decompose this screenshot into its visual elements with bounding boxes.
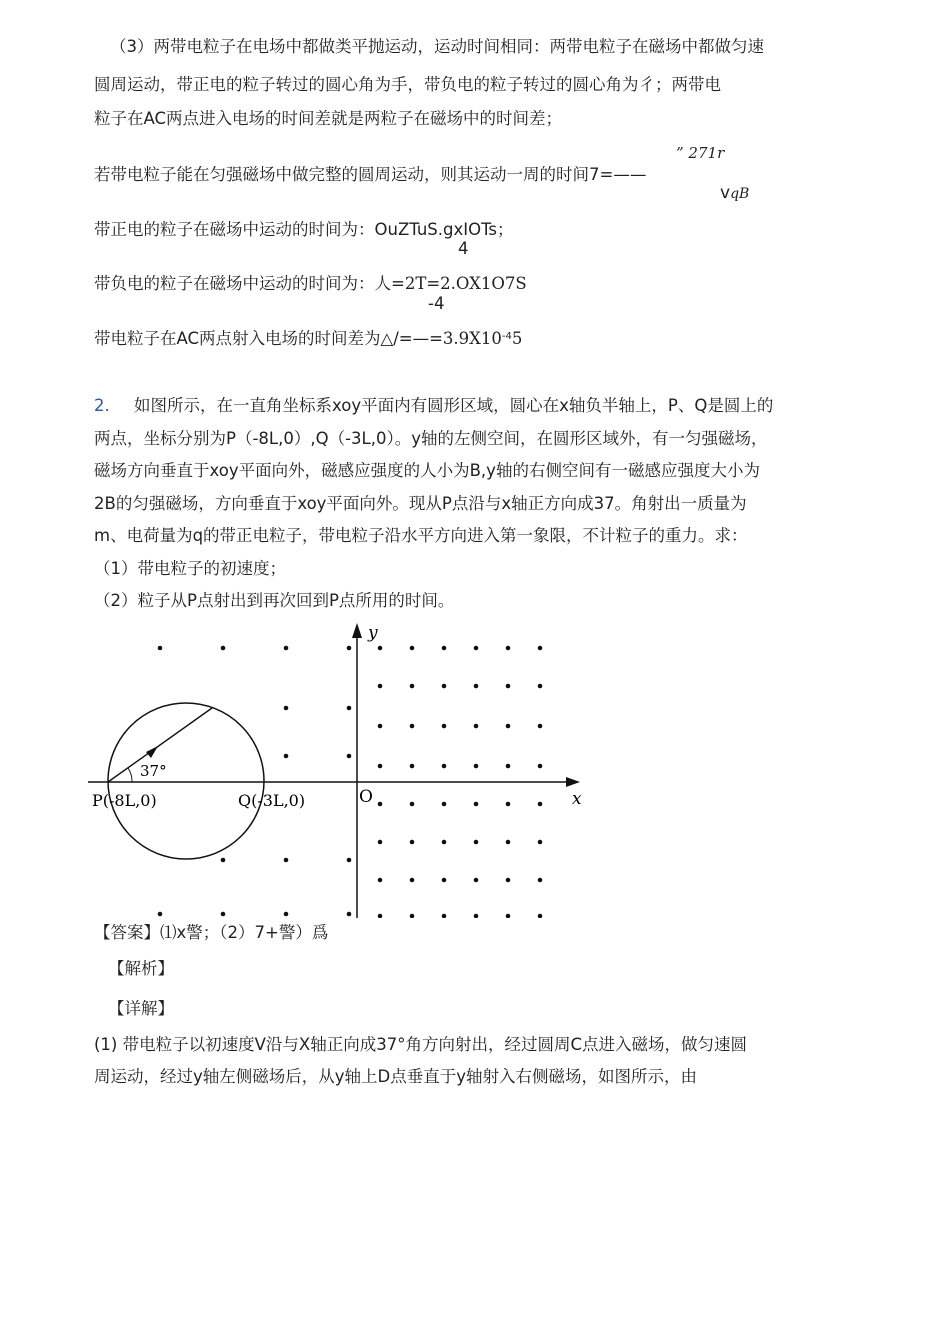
field-dot [378,802,383,807]
field-dot [506,724,511,729]
field-dot [474,914,479,918]
point-p-label: P(-8L,0) [92,791,157,810]
field-dot [442,684,447,689]
field-dot [474,646,479,651]
point-q-label: Q(-3L,0) [238,791,306,810]
solution-line-1: (1) 带电粒子以初速度V沿与X轴正向成37°角方向射出，经过圆周C点进入磁场，做匀速圆 [94,1035,747,1054]
field-dot [538,914,543,918]
magnetic-field-figure [88,618,588,918]
field-dot [347,646,352,651]
field-dot [284,646,289,651]
analysis-heading: 【解析】 [108,959,174,978]
part3-line-6-subscript: -4 [428,294,445,313]
field-dot [284,858,289,863]
field-dot [378,914,383,918]
field-dot [378,878,383,883]
formula-v: v [720,183,731,203]
field-dot [410,802,415,807]
field-dot [442,840,447,845]
field-dot [284,754,289,759]
field-dot [221,858,226,863]
part3-line-2: 圆周运动，带正电的粒子转过的圆心角为手，带负电的粒子转过的圆心角为彳；两带电 [94,75,721,94]
field-dot [442,724,447,729]
field-dot [410,914,415,918]
field-dot [538,840,543,845]
origin-label: O [359,787,373,807]
field-dot [221,912,226,917]
field-dot [442,646,447,651]
field-dot [474,878,479,883]
field-dot [378,684,383,689]
field-dot [378,764,383,769]
angle-arc [128,768,132,782]
field-dots-left [158,646,352,917]
problem-line-4: 2B的匀强磁场，方向垂直于xoy平面向外。现从P点沿与x轴正方向成37。角射出一质量为 [94,494,747,513]
field-dot [474,684,479,689]
field-dot [410,840,415,845]
part3-line-7-exponent: -4 [501,331,512,342]
field-dot [538,646,543,651]
field-dot [538,802,543,807]
field-dot [538,764,543,769]
part3-line-7-unit: 5 [511,329,523,348]
field-dot [506,646,511,651]
part3-line-7 [94,328,522,350]
velocity-arrow-icon [146,746,158,758]
field-dot [347,706,352,711]
field-dot [474,764,479,769]
formula-qb: qB [730,186,750,202]
field-dot [158,646,163,651]
problem-line-1: 如图所示，在一直角坐标系xoy平面内有圆形区域，圆心在x轴负半轴上，P、Q是圆上的 [134,396,774,415]
field-dot [221,646,226,651]
part3-line-6-formula: =2T=2.OX1O7S [391,274,527,293]
field-dot [284,706,289,711]
field-dot [538,878,543,883]
period-formula-numerator: ” 271r [676,144,725,162]
field-dot [347,754,352,759]
field-dot [158,912,163,917]
detail-heading: 【详解】 [108,999,174,1018]
field-dot [506,840,511,845]
part3-line-3: 粒子在AC两点进入电场的时间差就是两粒子在磁场中的时间差； [94,109,563,128]
x-axis-label: x [572,789,582,809]
y-axis-arrow-icon [352,623,362,638]
field-dot [410,646,415,651]
field-dot [284,912,289,917]
field-dot [410,764,415,769]
problem-number: 2. [94,396,110,415]
angle-label: 37° [140,762,167,780]
field-dot [410,878,415,883]
field-dot [442,764,447,769]
field-dot [378,646,383,651]
field-dot [410,684,415,689]
solution-line-2: 周运动，经过y轴左侧磁场后，从y轴上D点垂直于y轴射入右侧磁场，如图所示，由 [94,1067,697,1086]
part3-line-6 [94,273,527,295]
field-dot [378,840,383,845]
field-dot [442,914,447,918]
field-dot [506,802,511,807]
problem-line-5: m、电荷量为q的带正电粒子，带电粒子沿水平方向进入第一象限，不计粒子的重力。求： [94,526,748,545]
problem-line-3: 磁场方向垂直于xoy平面向外，磁感应强度的人小为B,y轴的右侧空间有一磁感应强度大小为 [94,461,760,480]
question-1: （1）带电粒子的初速度； [94,559,286,578]
part3-line-5-subscript: 4 [458,239,469,258]
y-axis-label: y [368,623,378,643]
field-dot [410,724,415,729]
part3-line-7-text: 带电粒子在AC两点射入电场的时间差为△/=—= [94,329,443,348]
part3-line-4: 若带电粒子能在匀强磁场中做完整的圆周运动，则其运动一周的时间7=—— [94,165,647,184]
field-dot [347,858,352,863]
part3-line-6-text: 带负电的粒子在磁场中运动的时间为：人 [94,274,391,293]
problem-line-2: 两点，坐标分别为P（-8L,0）,Q（-3L,0）。y轴的左侧空间，在圆形区域外，有一匀强磁场， [94,429,768,448]
answer-line: 【答案】⑴x警；（2）7+警）爲 [94,923,329,942]
field-dot [442,802,447,807]
field-dot [506,878,511,883]
period-formula-denominator [720,182,749,205]
field-dot [506,914,511,918]
field-dot [474,724,479,729]
x-axis-arrow-icon [566,777,580,787]
field-dot [506,764,511,769]
field-dot [538,684,543,689]
field-dot [474,840,479,845]
field-dot [347,912,352,917]
part3-line-7-value: 3.9X10 [442,329,502,348]
part3-line-1: （3）两带电粒子在电场中都做类平抛运动，运动时间相同：两带电粒子在磁场中都做匀速 [110,37,764,56]
part3-line-5: 带正电的粒子在磁场中运动的时间为：OuZTuS.gxIOTs； [94,220,514,239]
field-dot [442,878,447,883]
field-dot [538,724,543,729]
field-dot [378,724,383,729]
field-dot [474,802,479,807]
question-2: （2）粒子从P点射出到再次回到P点所用的时间。 [94,591,455,610]
field-dot [506,684,511,689]
